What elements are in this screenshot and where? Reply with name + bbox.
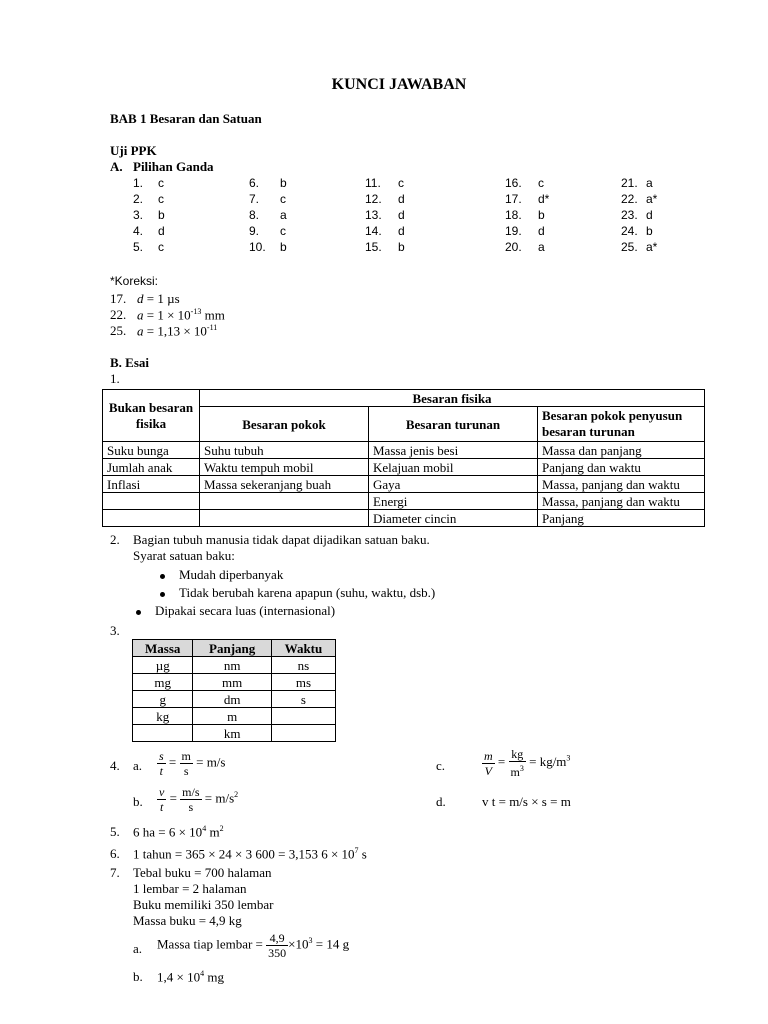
table-cell: Gaya [369, 476, 538, 493]
answer-number: 13. [365, 208, 382, 222]
q2-bullet2-text: Tidak berubah karena apapun (suhu, waktu, dsb.) [179, 585, 436, 600]
result: = 14 g [312, 936, 350, 952]
denominator-unit: m [510, 765, 520, 779]
question-2-number: 2. [110, 532, 120, 547]
q4a-label: a. [133, 758, 143, 773]
fraction-numerator: s [159, 749, 164, 763]
equation-text: = 1 × 10 [143, 307, 191, 323]
result: = kg/m [529, 753, 567, 769]
table-cell: Inflasi [103, 476, 200, 493]
answer-number: 5. [133, 240, 144, 254]
chapter-heading: BAB 1 Besaran dan Satuan [110, 111, 262, 126]
q7a-multiplier: ×10 [288, 936, 309, 952]
answer-number: 11. [365, 176, 381, 190]
answer-number: 20. [505, 240, 522, 254]
answer-number: 17. [505, 192, 522, 206]
answer-choice: c [158, 176, 164, 190]
table-cell: g [133, 691, 193, 708]
table-cell [133, 725, 193, 742]
table-header: Waktu [271, 640, 335, 657]
q4c-expression: $\frac{m}{V}$ = $\frac{kg}{m^3}$ = $kg/m^3$ [484, 747, 571, 779]
answer-choice: a* [646, 240, 658, 254]
koreksi-label: *Koreksi: [110, 274, 159, 288]
q4a-expression: $\frac{s}{t}$ = $\frac{m}{s}$ = m/s [159, 749, 226, 778]
answer-number: 1. [133, 176, 144, 190]
variable: a [137, 323, 144, 339]
table-cell: Diameter cincin [369, 510, 538, 527]
equation-text: = 1,13 × 10 [143, 323, 207, 339]
answer-number: 10. [249, 240, 266, 254]
fraction-numerator: m/s [182, 785, 200, 799]
table-header: Massa [133, 640, 193, 657]
table-cell: ns [271, 657, 335, 674]
answer-choice: b [280, 240, 287, 254]
header-bukan-besaran: Bukan besaran fisika [103, 390, 200, 442]
answer-number: 2. [133, 192, 144, 206]
bullet-icon [160, 574, 165, 579]
bullet-icon [160, 592, 165, 597]
exponent: -13 [190, 307, 202, 316]
answer-choice: d [158, 224, 165, 238]
answer-number: 4. [133, 224, 144, 238]
answer-choice: c [398, 176, 404, 190]
answer-number: 18. [505, 208, 522, 222]
table-cell: Panjang dan waktu [538, 459, 705, 476]
table-row [103, 459, 705, 476]
besaran-table [102, 389, 705, 527]
answer-number: 15. [365, 240, 382, 254]
fraction-denominator: s [183, 764, 189, 778]
answer-choice: c [280, 192, 286, 206]
header-pokok-penyusun: Besaran pokok penyusun besaran turunan [538, 407, 705, 442]
exponent: 3 [519, 764, 524, 773]
q5-answer [133, 824, 224, 840]
table-cell: Jumlah anak [103, 459, 200, 476]
q7b-label: b. [133, 969, 143, 984]
table-row [133, 657, 336, 674]
q4d-expression: v t = m/s × s = m [482, 794, 571, 809]
question-7-number: 7. [110, 865, 120, 880]
answer-choice: c [538, 176, 544, 190]
table-row [133, 725, 336, 742]
fraction-denominator: t [159, 764, 163, 778]
question-5-number: 5. [110, 824, 120, 839]
q6-unit: s [358, 846, 367, 862]
table-row [103, 442, 705, 459]
table-row [103, 476, 705, 493]
answer-choice: b [646, 224, 653, 238]
answer-choice: b [280, 176, 287, 190]
table-row [133, 674, 336, 691]
koreksi-equation [137, 323, 217, 339]
fraction-numerator: m [181, 749, 191, 763]
table-cell: m [193, 708, 271, 725]
exponent: -11 [206, 323, 218, 332]
fraction-denominator: V [484, 763, 492, 778]
fraction-denominator [509, 762, 526, 779]
answer-choice: a [646, 176, 653, 190]
answer-choice: a* [646, 192, 658, 206]
answer-choice: d [398, 192, 405, 206]
table-cell: Massa sekeranjang buah [200, 476, 369, 493]
section-a-title: Pilihan Ganda [133, 159, 214, 174]
question-3-number: 3. [110, 623, 120, 638]
answer-number: 22. [621, 192, 638, 206]
table-cell: Waktu tempuh mobil [200, 459, 369, 476]
exponent: 2 [234, 790, 239, 800]
table-cell [271, 708, 335, 725]
q5-text: 6 ha = 6 × 10 [133, 824, 203, 840]
table-cell [103, 510, 200, 527]
answer-choice: d* [538, 192, 550, 206]
q7-line2: 1 lembar = 2 halaman [133, 881, 247, 896]
fraction-denominator: 350 [268, 946, 287, 960]
table-cell: mm [193, 674, 271, 691]
answer-choice: c [158, 240, 164, 254]
table-cell: Panjang [538, 510, 705, 527]
q2-bullet1 [160, 567, 283, 583]
variable: d [137, 291, 144, 306]
answer-number: 23. [621, 208, 638, 222]
unit: mm [201, 307, 225, 323]
table-cell: µg [133, 657, 193, 674]
answer-number: 16. [505, 176, 522, 190]
fraction-numerator: 4,9 [266, 931, 288, 946]
table-cell: dm [193, 691, 271, 708]
q5-unit: m [206, 824, 220, 840]
table-cell [271, 725, 335, 742]
table-cell [200, 493, 369, 510]
answer-number: 25. [621, 240, 638, 254]
answer-choice: d [538, 224, 545, 238]
answer-number: 14. [365, 224, 382, 238]
answer-number: 7. [249, 192, 260, 206]
q4d-label: d. [436, 794, 446, 809]
uji-heading: Uji PPK [110, 143, 157, 158]
exponent: 3 [308, 936, 313, 946]
koreksi-number: 25. [110, 323, 127, 338]
q6-answer [133, 846, 367, 862]
table-cell: ms [271, 674, 335, 691]
section-a-label: A. [110, 159, 123, 174]
table-cell: Energi [369, 493, 538, 510]
answer-choice: c [158, 192, 164, 206]
table-cell [103, 493, 200, 510]
q7-line1: Tebal buku = 700 halaman [133, 865, 272, 880]
q7b-text: 1,4 × 10 [157, 969, 201, 985]
table-cell: mg [133, 674, 193, 691]
result: = m/s [204, 790, 235, 806]
answer-choice: b [158, 208, 165, 222]
answer-number: 24. [621, 224, 638, 238]
q2-line2: Syarat satuan baku: [133, 548, 235, 563]
question-1-number: 1. [110, 371, 120, 386]
answer-choice: b [398, 240, 405, 254]
fraction-numerator: v [159, 785, 165, 799]
table-cell: Kelajuan mobil [369, 459, 538, 476]
koreksi-equation [137, 307, 225, 323]
equation-text: = 1 µs [143, 291, 180, 306]
q4b-label: b. [133, 794, 143, 809]
variable: a [137, 307, 144, 323]
table-cell: Suku bunga [103, 442, 200, 459]
q2-bullet3 [136, 603, 335, 619]
q7-line4: Massa buku = 4,9 kg [133, 913, 242, 928]
answer-number: 3. [133, 208, 144, 222]
fraction-denominator: t [159, 800, 164, 814]
header-besaran-pokok: Besaran pokok [200, 407, 369, 442]
fraction-numerator: m [484, 748, 493, 763]
table-cell: Massa dan panjang [538, 442, 705, 459]
q6-text: 1 tahun = 365 × 24 × 3 600 = 3,153 6 × 10 [133, 846, 355, 862]
fraction-denominator: s [188, 800, 194, 814]
table-cell: nm [193, 657, 271, 674]
q7a-expression [157, 931, 349, 960]
exponent: 2 [219, 824, 224, 833]
satuan-table [132, 639, 336, 742]
question-4-number: 4. [110, 758, 120, 773]
q2-line1: Bagian tubuh manusia tidak dapat dijadikan satuan baku. [133, 532, 430, 547]
answer-choice: d [646, 208, 653, 222]
table-header: Panjang [193, 640, 271, 657]
header-besaran-turunan: Besaran turunan [369, 407, 538, 442]
koreksi-number: 22. [110, 307, 127, 322]
answer-number: 21. [621, 176, 638, 190]
q2-bullet2 [160, 585, 435, 601]
table-row [133, 691, 336, 708]
q7b-unit: mg [204, 969, 224, 985]
table-cell: Massa, panjang dan waktu [538, 476, 705, 493]
q2-bullet3-text: Dipakai secara luas (internasional) [155, 603, 336, 618]
answer-choice: b [538, 208, 545, 222]
answer-choice: a [280, 208, 287, 222]
q7a-text: Massa tiap lembar = [157, 936, 263, 952]
q7a-label: a. [133, 941, 143, 956]
table-cell: km [193, 725, 271, 742]
table-cell: Massa, panjang dan waktu [538, 493, 705, 510]
fraction-numerator: kg [509, 747, 526, 762]
exponent: 7 [354, 846, 359, 855]
q4c-label: c. [436, 758, 446, 773]
q7-line3: Buku memiliki 350 lembar [133, 897, 274, 912]
answer-number: 6. [249, 176, 260, 190]
header-besaran-fisika: Besaran fisika [200, 390, 705, 407]
section-b-heading: B. Esai [110, 355, 150, 370]
table-cell: Massa jenis besi [369, 442, 538, 459]
table-cell: Suhu tubuh [200, 442, 369, 459]
table-cell: kg [133, 708, 193, 725]
answer-number: 19. [505, 224, 522, 238]
answer-number: 12. [365, 192, 382, 206]
answer-choice: d [398, 208, 405, 222]
answer-choice: d [398, 224, 405, 238]
koreksi-equation [137, 291, 180, 307]
q2-bullet1-text: Mudah diperbanyak [179, 567, 284, 582]
q7b-answer [157, 969, 224, 985]
table-row [133, 708, 336, 725]
page-title: KUNCI JAWABAN [331, 76, 467, 93]
result: = m/s [196, 754, 226, 770]
table-cell: s [271, 691, 335, 708]
q4b-expression: $\frac{v}{t}$ = $\frac{m/s}{s}$ = $m/s^2$ [159, 785, 239, 814]
answer-number: 9. [249, 224, 260, 238]
table-cell [200, 510, 369, 527]
exponent: 4 [200, 969, 205, 978]
exponent: 3 [566, 753, 571, 763]
answer-choice: c [280, 224, 286, 238]
table-row [103, 510, 705, 527]
answer-choice: a [538, 240, 545, 254]
question-6-number: 6. [110, 846, 120, 861]
table-row [103, 493, 705, 510]
exponent: 4 [202, 824, 207, 833]
bullet-icon [136, 610, 141, 615]
koreksi-number: 17. [110, 291, 127, 306]
answer-number: 8. [249, 208, 260, 222]
